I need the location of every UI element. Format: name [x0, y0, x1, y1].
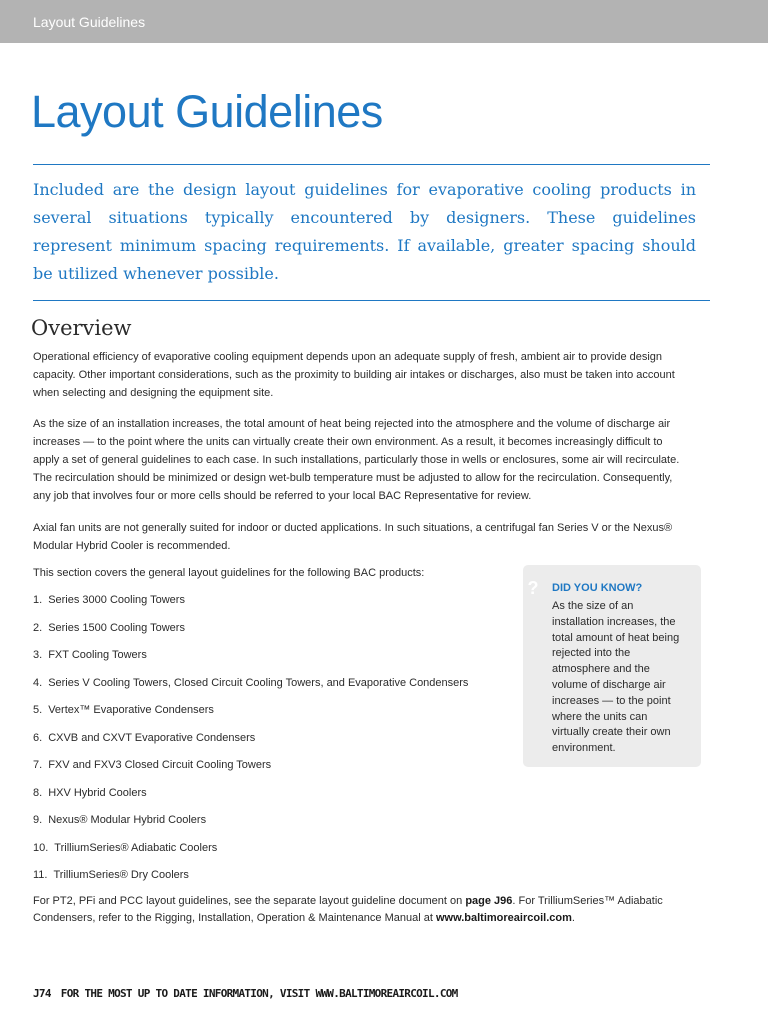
list-item-label: Series 1500 Cooling Towers — [48, 621, 185, 634]
list-item-label: TrilliumSeries® Adiabatic Coolers — [54, 841, 218, 854]
overview-paragraph: This section covers the general layout guidelines for the following BAC products: — [33, 567, 425, 579]
list-item — [33, 756, 468, 784]
list-item-label: Series 3000 Cooling Towers — [48, 594, 185, 606]
footnote-text: For PT2, PFi and PCC layout guidelines, see the separate layout guideline document on — [33, 895, 466, 907]
list-item — [33, 701, 468, 729]
callout-body: As the size of an installation increases, the total amount of heat being rejected into the atmosphere and the volume of discharge air increases — to the point where the units can virtually create their own environment. — [552, 600, 680, 755]
list-item-label: Vertex™ Evaporative Condensers — [48, 704, 214, 716]
product-list — [33, 591, 468, 894]
list-item — [33, 619, 468, 647]
list-item-label: FXT Cooling Towers — [48, 649, 147, 661]
page-title: Layout Guidelines — [31, 86, 383, 137]
list-item-number: 10. — [33, 841, 49, 854]
list-item-number: 11. — [33, 869, 48, 881]
overview-paragraph: Axial fan units are not generally suited for indoor or ducted applications. In such situations, a centrifugal fan Series V or the Nexus® Modular Hybrid Cooler is recommended. — [33, 522, 673, 552]
list-item-number: 2. — [33, 621, 43, 634]
list-item-label: HXV Hybrid Coolers — [48, 786, 147, 799]
page-number: J74 — [33, 987, 51, 1000]
overview-paragraph: Operational efficiency of evaporative cooling equipment depends upon an adequate supply of fresh, ambient air to provide design capacity. Other important considerations, such as the proximity to building air intakes or discharges, also must be taken into account when selecting and designing the equipment site. — [33, 351, 675, 399]
list-item-label: Series V Cooling Towers, Closed Circuit Cooling Towers, and Evaporative Condensers — [48, 676, 469, 689]
website-link[interactable]: www.baltimoreaircoil.com — [435, 912, 572, 924]
list-item-number: 6. — [33, 731, 43, 744]
list-item-number: 3. — [33, 649, 43, 661]
header-bar — [0, 0, 768, 43]
list-item-label: Nexus® Modular Hybrid Coolers — [48, 814, 207, 826]
did-you-know-callout — [523, 565, 701, 767]
callout-title: DID YOU KNOW? — [552, 582, 643, 594]
list-item-label: FXV and FXV3 Closed Circuit Cooling Towers — [48, 759, 272, 771]
list-item-number: 4. — [33, 676, 43, 689]
list-item-label: CXVB and CXVT Evaporative Condensers — [48, 731, 256, 744]
list-item — [33, 729, 468, 757]
page-footer — [33, 987, 458, 1001]
overview-heading: Overview — [31, 316, 132, 340]
footer-text: FOR THE MOST UP TO DATE INFORMATION, VISIT WWW.BALTIMOREAIRCOIL.COM — [60, 987, 458, 1000]
list-item-number: 5. — [33, 704, 43, 716]
list-item — [33, 866, 468, 894]
intro-paragraph: Included are the design layout guidelines for evaporative cooling products in several situations typically encountered by designers. These guidelines represent minimum spacing requirements. If available, greater spacing should be utilized whenever possible. — [33, 180, 696, 283]
overview-paragraph: As the size of an installation increases, the total amount of heat being rejected into the atmosphere and the volume of discharge air increases — to the point where the units can virtually create their own environment. As a result, it becomes increasingly difficult to apply a set of general guidelines to each case. In such installations, particularly those in wells or enclosures, some air will recirculate. The recirculation should be minimized or design wet-bulb temperature must be adjusted to allow for the recirculation. Consequently, any job that involves four or more cells should be referred to your local BAC Representative for review. — [33, 418, 680, 502]
list-item — [33, 674, 468, 702]
list-item — [33, 839, 468, 867]
footnote-text: . — [571, 912, 575, 924]
list-item — [33, 784, 468, 812]
divider-top — [33, 164, 710, 165]
header-label: Layout Guidelines — [33, 14, 146, 30]
list-item-label: TrilliumSeries® Dry Coolers — [53, 869, 189, 881]
page-reference-link[interactable]: page J96 — [465, 895, 513, 907]
list-item — [33, 811, 468, 839]
footnote-text: . For TrilliumSeries™ Adiabatic Condensers, refer to the Rigging, Installation, Operation & Maintenance Manual at — [33, 895, 663, 924]
question-mark-icon: ? — [527, 578, 539, 598]
list-item — [33, 646, 468, 674]
list-item-number: 9. — [33, 814, 43, 826]
footnote-paragraph — [33, 893, 693, 927]
divider-bottom — [33, 300, 710, 301]
list-item-number: 1. — [33, 594, 43, 606]
list-item-number: 8. — [33, 786, 43, 799]
list-item-number: 7. — [33, 759, 43, 771]
list-item — [33, 591, 468, 619]
